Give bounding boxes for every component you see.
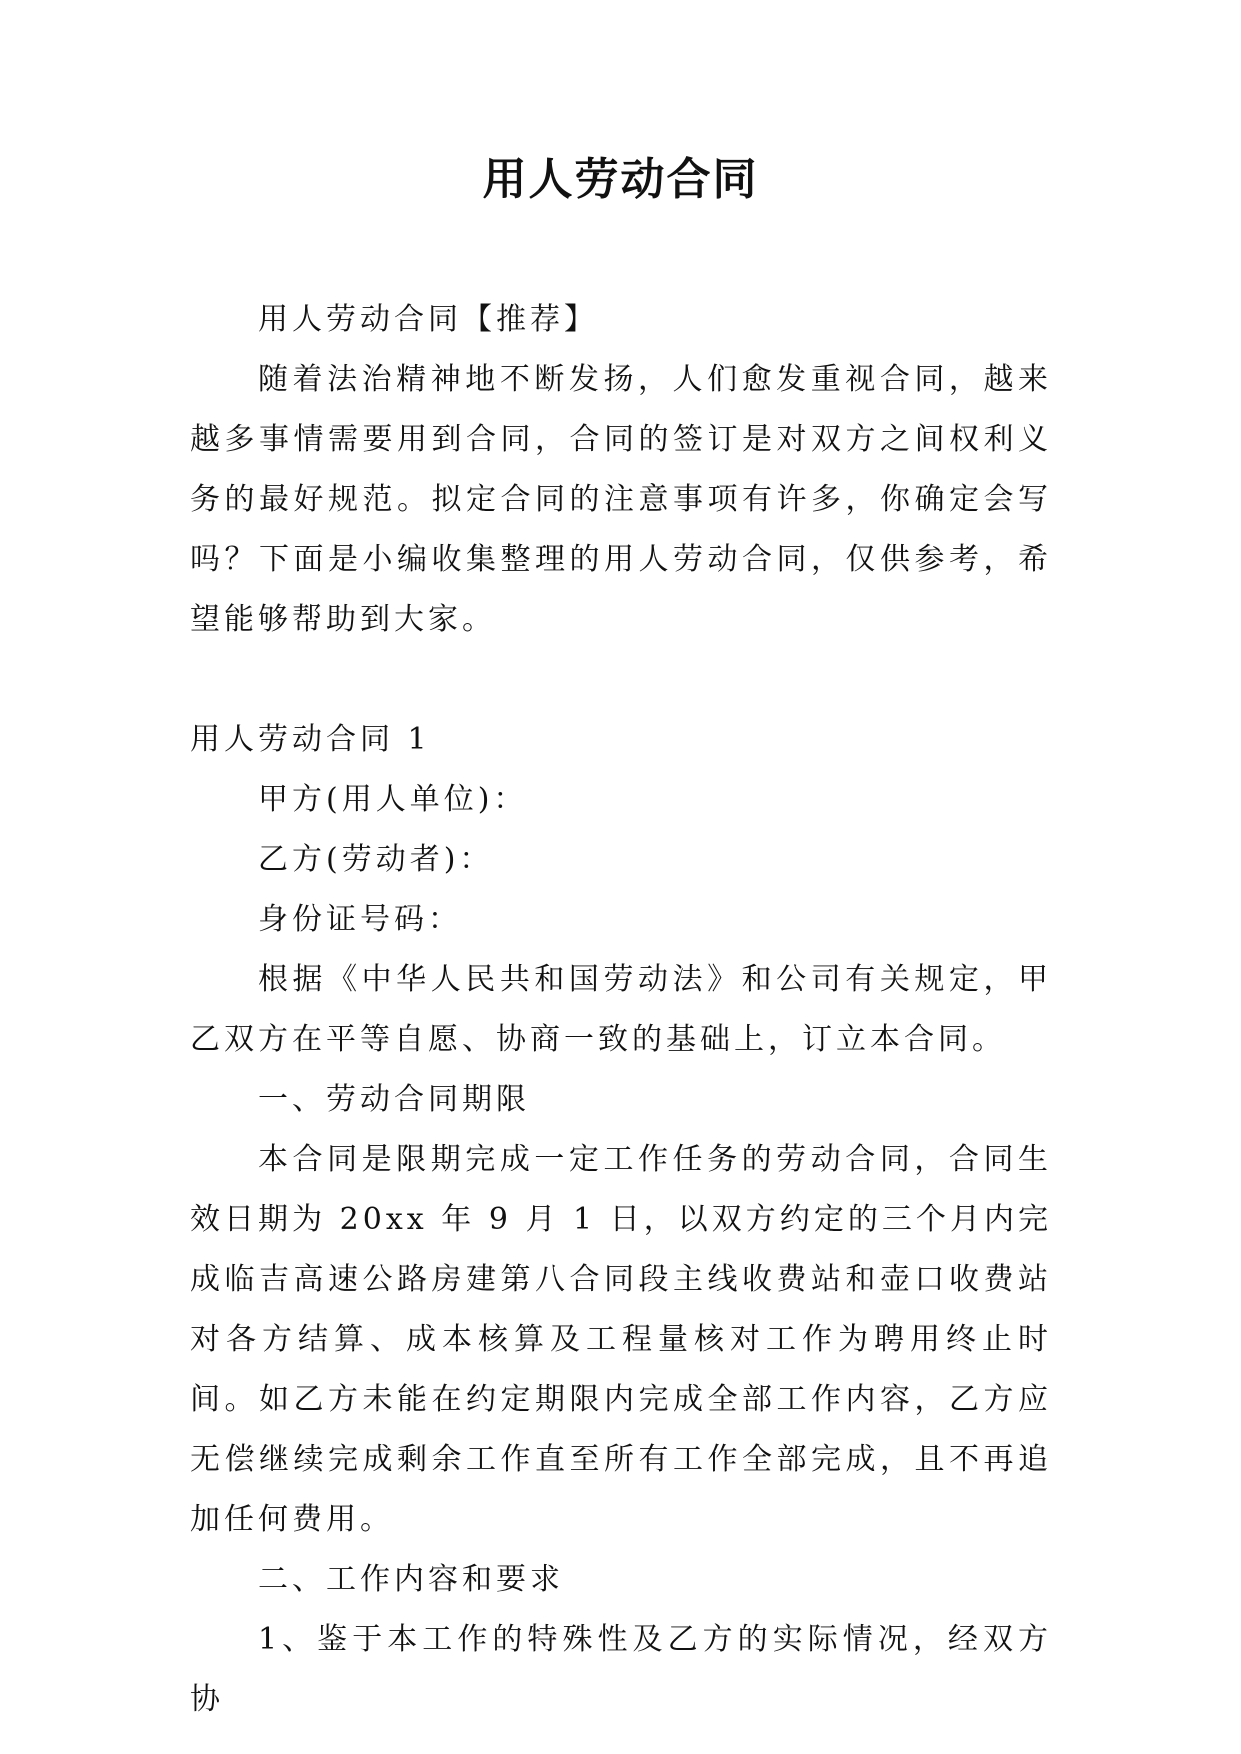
paragraph-gap [190,650,1052,710]
id-number-field: 身份证号码： [258,902,462,937]
term-paragraph: 本合同是限期完成一定工作任务的劳动合同，合同生效日期为 20xx 年 9 月 1 日，以双方约定的三个月内完成临吉高速公路房建第八合同段主线收费站和壶口收费站对各方结算、成本核算及工程量核对工作为聘用终止时间。如乙方未能在约定期限内完成全部工作内容，乙方应无偿继续完成剩余工作直至所有工作全部完成，且不再追加任何费用。 [190,1142,1052,1537]
intro-heading: 用人劳动合同【推荐】 [258,302,598,337]
intro-paragraph: 随着法治精神地不断发扬，人们愈发重视合同，越来越多事情需要用到合同，合同的签订是对双方之间权利义务的最好规范。拟定合同的注意事项有许多，你确定会写吗？下面是小编收集整理的用人劳动合同，仅供参考，希望能够帮助到大家。 [190,362,1052,637]
document-body [190,290,1052,1730]
document-title: 用人劳动合同 [482,154,759,205]
section-heading-term: 一、劳动合同期限 [258,1082,530,1117]
work-clause-1: 1、鉴于本工作的特殊性及乙方的实际情况，经双方协 [190,1622,1052,1717]
party-a-field: 甲方(用人单位)： [258,782,528,817]
preamble-paragraph: 根据《中华人民共和国劳动法》和公司有关规定，甲乙双方在平等自愿、协商一致的基础上，订立本合同。 [190,962,1052,1057]
party-b-field: 乙方(劳动者)： [258,842,494,877]
contract-heading: 用人劳动合同 1 [190,722,431,757]
section-heading-work: 二、工作内容和要求 [258,1562,564,1597]
